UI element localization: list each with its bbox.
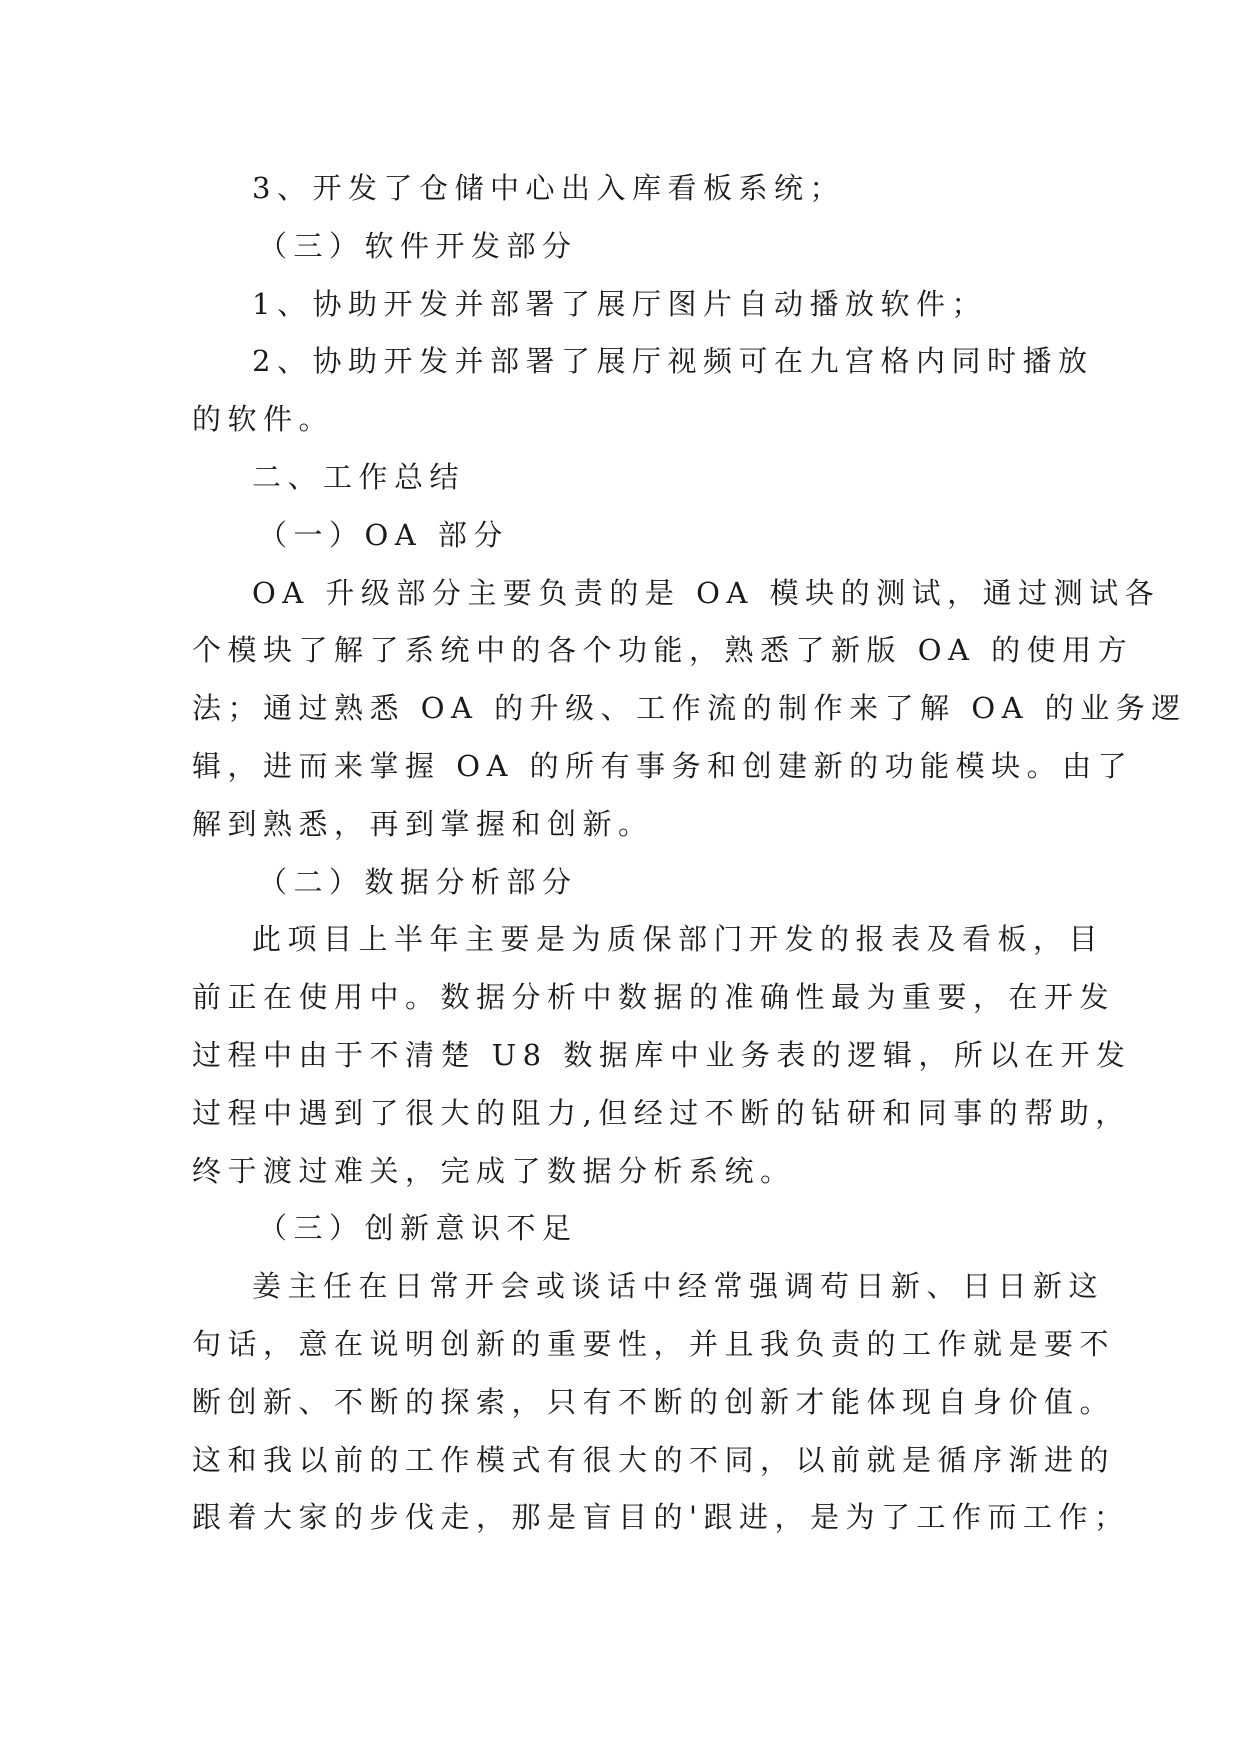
list-item-hall-video-player: 2、协助开发并部署了展厅视频可在九宫格内同时播放 xyxy=(252,344,1094,379)
chapter-heading-work-summary: 二、工作总结 xyxy=(252,459,466,494)
paragraph-innovation-line: 这和我以前的工作模式有很大的不同，以前就是循序渐进的 xyxy=(192,1442,1116,1477)
paragraph-innovation-line: 姜主任在日常开会或谈话中经常强调苟日新、日日新这 xyxy=(252,1269,1105,1304)
section-heading-data-analysis: （二）数据分析部分 xyxy=(258,864,578,899)
paragraph-oa-line: 辑，进而来掌握 OA 的所有事务和创建新的功能模块。由了 xyxy=(192,748,1134,783)
paragraph-innovation-line: 跟着大家的步伐走，那是盲目的'跟进，是为了工作而工作； xyxy=(192,1500,1130,1535)
paragraph-data-analysis-line: 终于渡过难关，完成了数据分析系统。 xyxy=(192,1153,796,1188)
paragraph-innovation-line: 断创新、不断的探索，只有不断的创新才能体现自身价值。 xyxy=(192,1384,1116,1419)
paragraph-data-analysis-line: 过程中由于不清楚 U8 数据库中业务表的逻辑，所以在开发 xyxy=(192,1037,1132,1072)
paragraph-innovation-line: 句话，意在说明创新的重要性，并且我负责的工作就是要不 xyxy=(192,1326,1116,1361)
paragraph-oa-line: 个模块了解了系统中的各个功能，熟悉了新版 OA 的使用方 xyxy=(192,633,1134,668)
paragraph-data-analysis-line: 此项目上半年主要是为质保部门开发的报表及看板，目 xyxy=(252,922,1105,957)
paragraph-data-analysis-line: 过程中遇到了很大的阻力,但经过不断的钻研和同事的帮助， xyxy=(192,1095,1131,1130)
section-heading-software-dev: （三）软件开发部分 xyxy=(258,228,578,263)
paragraph-oa-line: 法；通过熟悉 OA 的升级、工作流的制作来了解 OA 的业务逻 xyxy=(192,691,1187,726)
paragraph-data-analysis-line: 前正在使用中。数据分析中数据的准确性最为重要，在开发 xyxy=(192,980,1116,1015)
section-heading-innovation: （三）创新意识不足 xyxy=(258,1211,578,1246)
paragraph-oa-line: OA 升级部分主要负责的是 OA 模块的测试，通过测试各 xyxy=(252,575,1161,610)
list-item-warehouse-dashboard: 3、开发了仓储中心出入库看板系统； xyxy=(252,171,845,205)
paragraph-oa-line: 解到熟悉，再到掌握和创新。 xyxy=(192,806,654,841)
section-heading-oa: （一）OA 部分 xyxy=(258,517,509,552)
list-item-hall-image-player: 1、协助开发并部署了展厅图片自动播放软件； xyxy=(252,286,987,321)
list-item-hall-video-player-cont: 的软件。 xyxy=(192,402,335,437)
document-body xyxy=(192,160,1187,1547)
